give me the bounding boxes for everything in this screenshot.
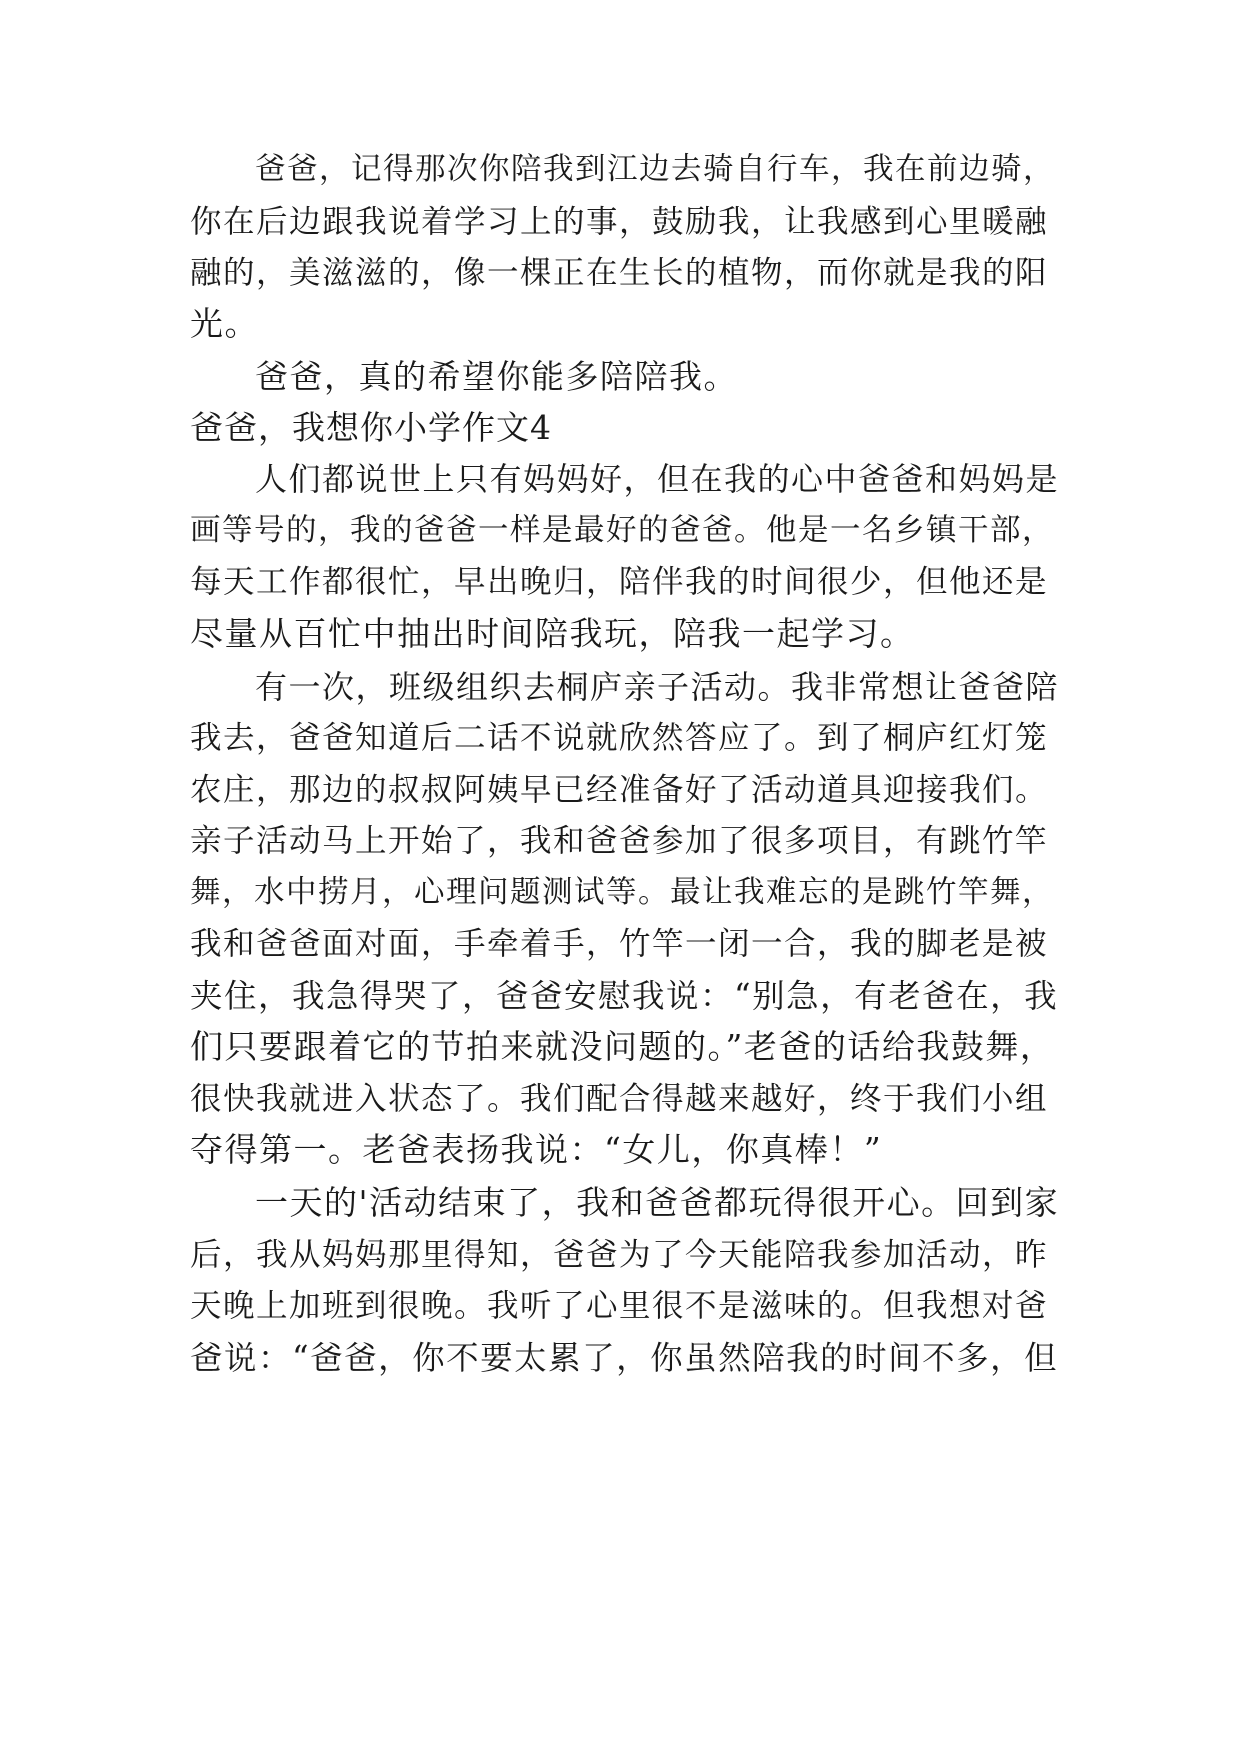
text-line: 你在后边跟我说着学习上的事，鼓励我，让我感到心里暖融	[190, 204, 1049, 240]
text-line: 有一次，班级组织去桐庐亲子活动。我非常想让爸爸陪	[255, 668, 1060, 706]
section-heading: 爸爸，我想你小学作文4	[190, 408, 552, 447]
text-line: 很快我就进入状态了。我们配合得越来越好，终于我们小组	[190, 1081, 1049, 1117]
text-line: 夺得第一。老爸表扬我说：“女儿，你真棒！”	[190, 1130, 883, 1169]
text-line: 融的，美滋滋的，像一棵正在生长的植物，而你就是我的阳	[190, 255, 1049, 291]
text-line: 后，我从妈妈那里得知，爸爸为了今天能陪我参加活动，昨	[190, 1237, 1049, 1273]
text-line: 人们都说世上只有妈妈好，但在我的心中爸爸和妈妈是	[255, 460, 1060, 498]
text-line: 夹住，我急得哭了，爸爸安慰我说：“别急，有老爸在，我	[190, 977, 1059, 1015]
text-line: 我和爸爸面对面，手牵着手，竹竿一闭一合，我的脚老是被	[190, 926, 1049, 962]
text-line: 画等号的，我的爸爸一样是最好的爸爸。他是一名乡镇干部，	[190, 513, 1054, 548]
text-line: 一天的'活动结束了，我和爸爸都玩得很开心。回到家	[255, 1183, 1060, 1222]
text-line: 爸爸，记得那次你陪我到江边去骑自行车，我在前边骑，	[255, 152, 1055, 187]
text-line: 光。	[190, 304, 259, 343]
text-line: 舞，水中捞月，心理问题测试等。最让我难忘的是跳竹竿舞，	[190, 875, 1054, 910]
text-line: 农庄，那边的叔叔阿姨早已经准备好了活动道具迎接我们。	[190, 772, 1049, 808]
text-line: 每天工作都很忙，早出晚归，陪伴我的时间很少，但他还是	[190, 564, 1049, 600]
text-line: 爸说：“爸爸，你不要太累了，你虽然陪我的时间不多，但	[190, 1339, 1059, 1377]
text-line: 爸爸，真的希望你能多陪陪我。	[255, 357, 738, 396]
text-line: 亲子活动马上开始了，我和爸爸参加了很多项目，有跳竹竿	[190, 823, 1049, 859]
text-line: 我去，爸爸知道后二话不说就欣然答应了。到了桐庐红灯笼	[190, 720, 1049, 756]
text-line: 们只要跟着它的节拍来就没问题的。”老爸的话给我鼓舞，	[190, 1027, 1055, 1066]
text-line: 尽量从百忙中抽出时间陪我玩，陪我一起学习。	[190, 614, 915, 653]
text-line: 天晚上加班到很晚。我听了心里很不是滋味的。但我想对爸	[190, 1288, 1049, 1324]
